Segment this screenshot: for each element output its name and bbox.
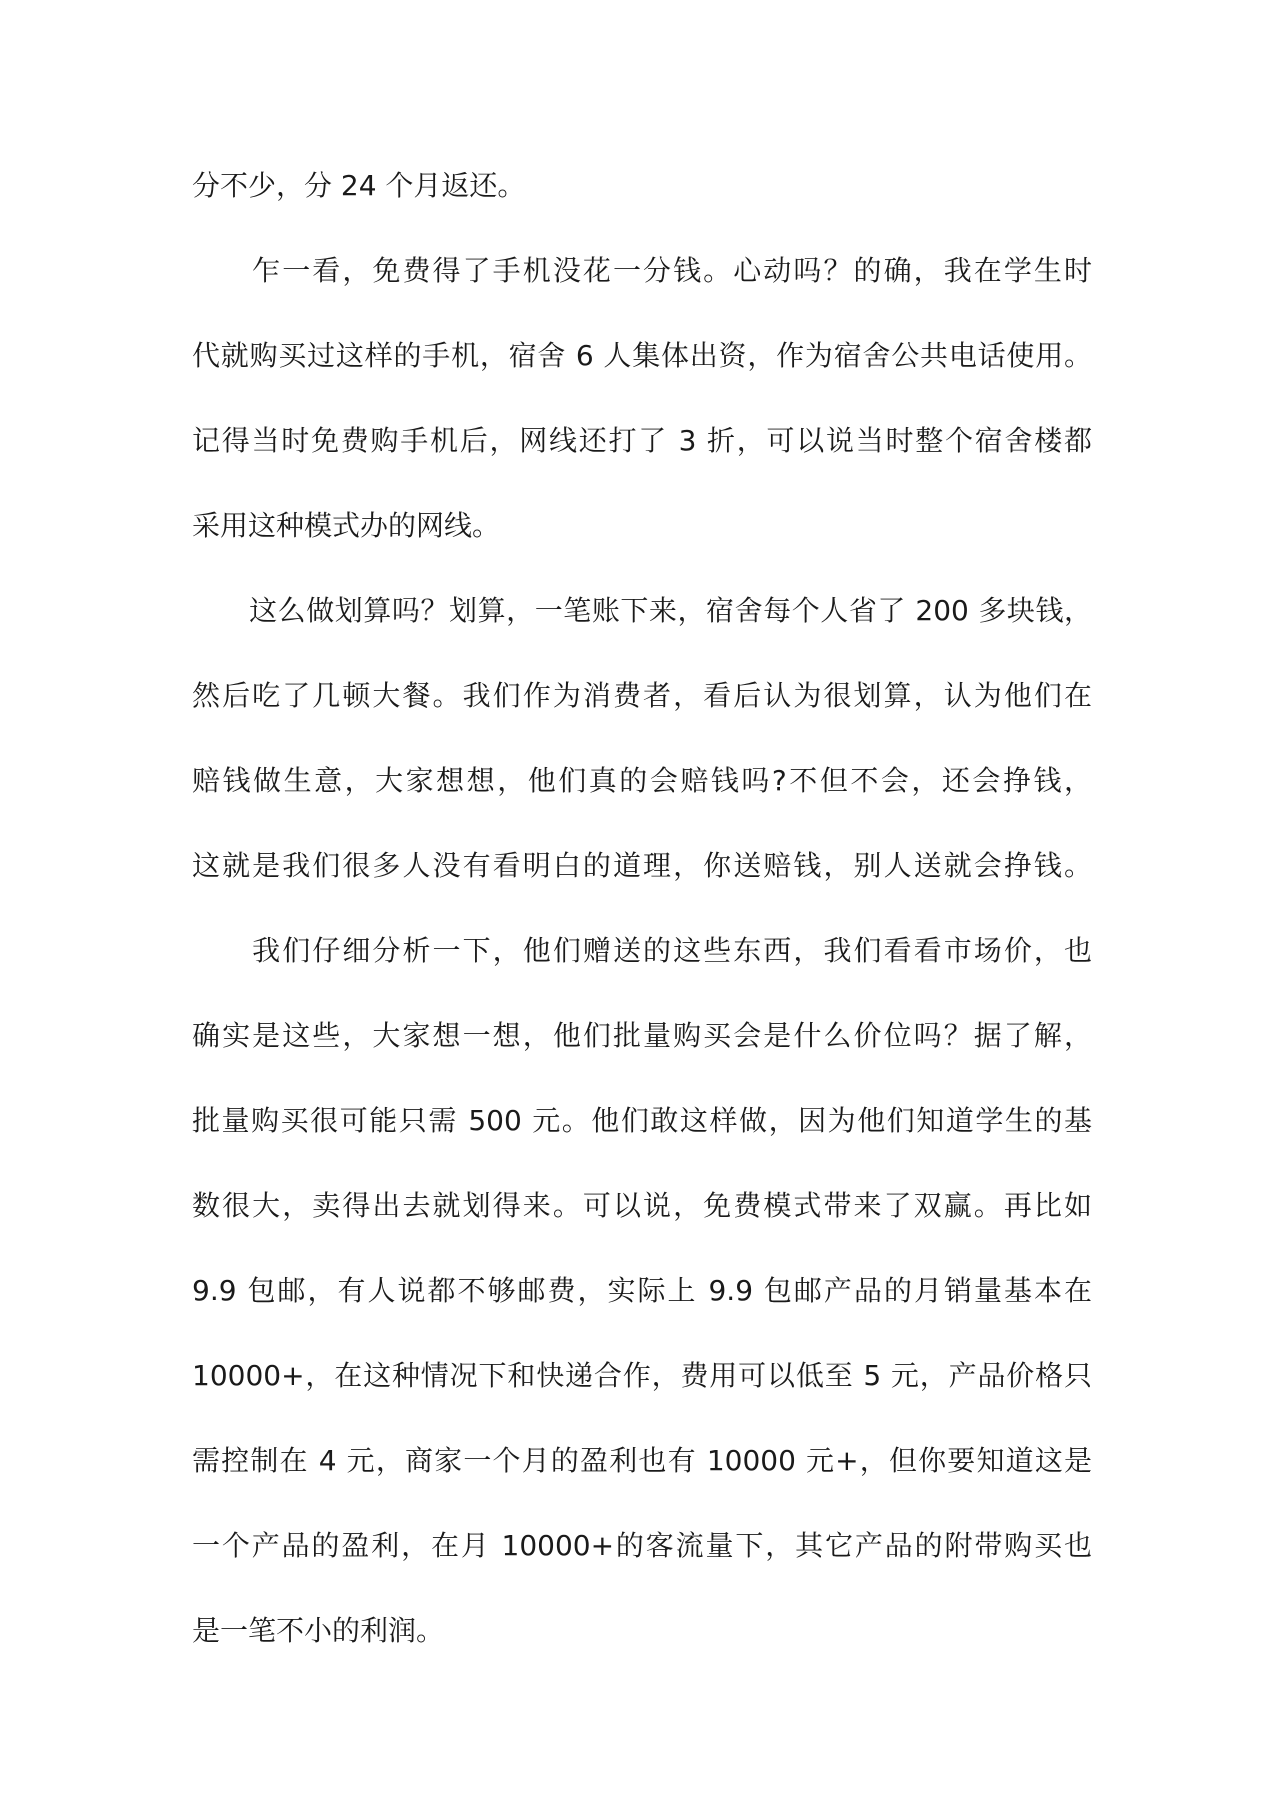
text-line: 10000+，在这种情况下和快递合作，费用可以低至 5 元，产品价格只 (192, 1359, 1092, 1392)
text-line: 我们仔细分析一下，他们赠送的这些东西，我们看看市场价，也 (192, 934, 1092, 967)
text-line: 一个产品的盈利，在月 10000+的客流量下，其它产品的附带购买也 (192, 1529, 1092, 1562)
text-line: 这么做划算吗？划算，一笔账下来，宿舍每个人省了 200 多块钱， (192, 594, 1092, 627)
text-line: 代就购买过这样的手机，宿舍 6 人集体出资，作为宿舍公共电话使用。 (192, 339, 1092, 372)
text-line: 数很大，卖得出去就划得来。可以说，免费模式带来了双赢。再比如 (192, 1189, 1092, 1222)
text-line: 然后吃了几顿大餐。我们作为消费者，看后认为很划算，认为他们在 (192, 679, 1092, 712)
text-line: 是一笔不小的利润。 (192, 1614, 445, 1647)
text-line: 赔钱做生意，大家想想，他们真的会赔钱吗?不但不会，还会挣钱， (192, 764, 1092, 797)
text-line: 这就是我们很多人没有看明白的道理，你送赔钱，别人送就会挣钱。 (192, 849, 1092, 882)
text-line: 乍一看，免费得了手机没花一分钱。心动吗？的确，我在学生时 (192, 254, 1092, 287)
text-line: 确实是这些，大家想一想，他们批量购买会是什么价位吗？据了解， (192, 1019, 1092, 1052)
body-text (192, 166, 1092, 1696)
text-line: 记得当时免费购手机后，网线还打了 3 折，可以说当时整个宿舍楼都 (192, 424, 1092, 457)
text-line: 需控制在 4 元，商家一个月的盈利也有 10000 元+，但你要知道这是 (192, 1444, 1092, 1477)
text-line: 批量购买很可能只需 500 元。他们敢这样做，因为他们知道学生的基 (192, 1104, 1092, 1137)
text-line: 9.9 包邮，有人说都不够邮费，实际上 9.9 包邮产品的月销量基本在 (192, 1274, 1092, 1307)
text-line: 采用这种模式办的网线。 (192, 509, 501, 542)
text-line: 分不少，分 24 个月返还。 (192, 169, 526, 202)
